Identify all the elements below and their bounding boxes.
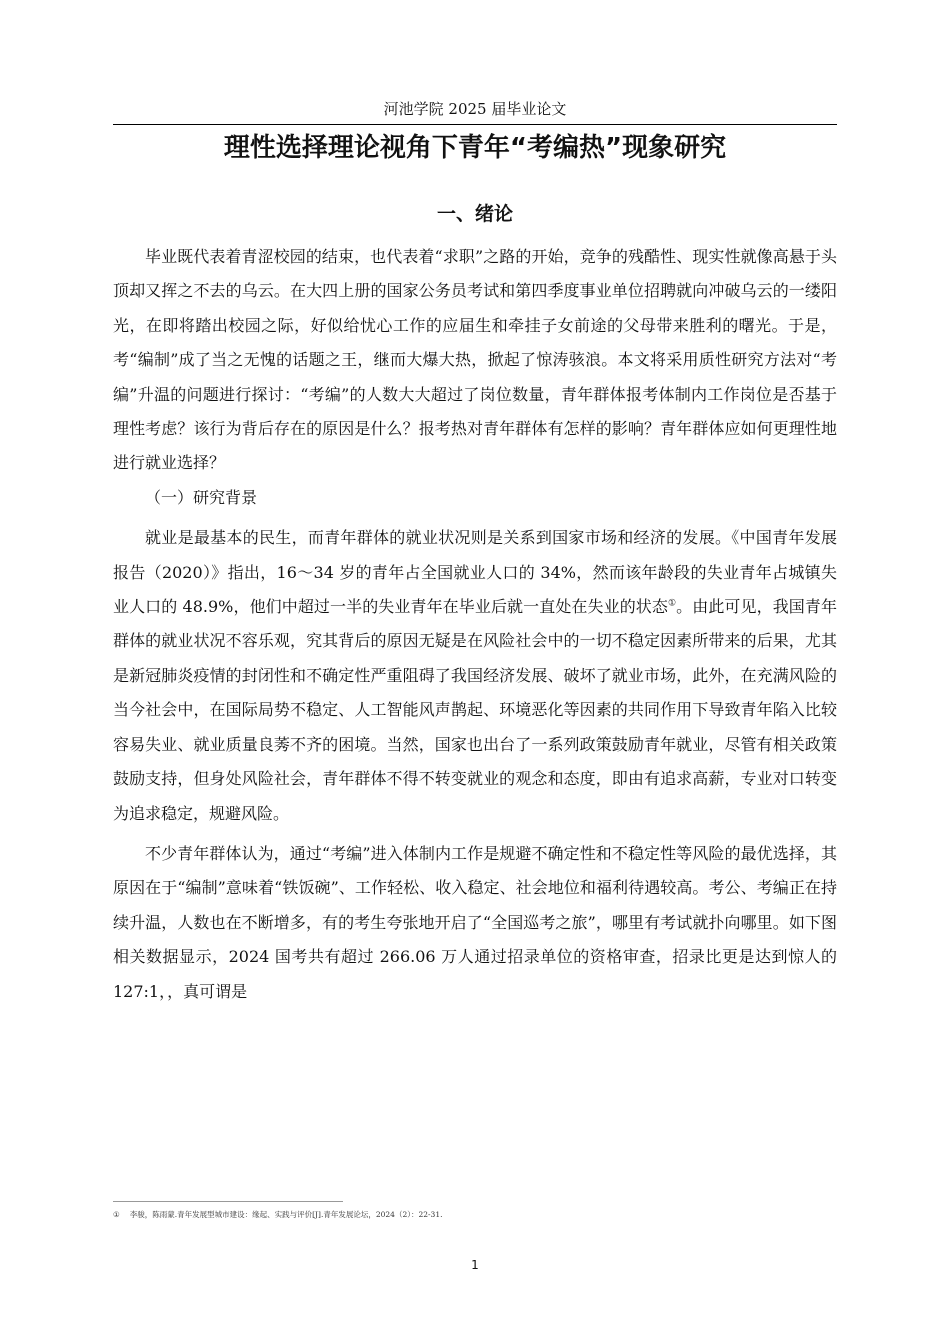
background-paragraph xyxy=(113,521,837,831)
footnote xyxy=(113,1209,837,1221)
background-text-part2: 。由此可见，我国青年群体的就业状况不容乐观，究其背后的原因无疑是在风险社会中的一切不稳定因素所带来的后果，尤其是新冠肺炎疫情的封闭性和不确定性严重阻碍了我国经济发展、破坏了就业市场，此外，在充满风险的当今社会中，在国际局势不稳定、人工智能风声鹊起、环境恶化等因素的共同作用下导致青年陷入比较容易失业、就业质量良莠不齐的困境。当然，国家也出台了一系列政策鼓励青年就业，尽管有相关政策鼓励支持，但身处风险社会，青年群体不得不转变就业的观念和态度，即由有追求高薪，专业对口转变为追求稳定，规避风险。 xyxy=(113,597,837,823)
header-rule xyxy=(113,124,837,125)
footnote-marker[interactable]: ① xyxy=(667,598,677,609)
page-number: 1 xyxy=(471,1258,479,1272)
subsection-heading: （一）研究背景 xyxy=(145,487,258,507)
body-text xyxy=(113,240,837,1009)
paper-title: 理性选择理论视角下青年“考编热”现象研究 xyxy=(223,133,727,163)
trend-paragraph: 不少青年群体认为，通过“考编”进入体制内工作是规避不确定性和不稳定性等风险的最优选择，其原因在于“编制”意味着“铁饭碗”、工作轻松、收入稳定、社会地位和福利待遇较高。考公、考编正在持续升温，人数也在不断增多，有的考生夸张地开启了“全国巡考之旅”，哪里有考试就扑向哪里。如下图相关数据显示，2024 国考共有超过 266.06 万人通过招录单位的资格审查，招录比更是达到惊人的 127:1，，真可谓是 xyxy=(113,843,837,1001)
footnote-rule xyxy=(113,1201,343,1202)
section-heading: 一、绪论 xyxy=(436,203,513,225)
footnote-number: ① xyxy=(113,1210,120,1219)
footnote-text: 李骏，陈雨蒙.青年发展型城市建设：缘起、实践与评价[J].青年发展论坛，2024（2）：22-31. xyxy=(129,1210,443,1219)
running-head: 河池学院 2025 届毕业论文 xyxy=(383,100,567,118)
background-text-part1: 就业是最基本的民生，而青年群体的就业状况则是关系到国家市场和经济的发展。《中国青年发展报告（2020）》指出，16～34 岁的青年占全国就业人口的 34%，然而该年龄段的失业青年占城镇失业人口的 48.9%，他们中超过一半的失业青年在毕业后就一直处在失业的状态 xyxy=(113,528,837,617)
intro-paragraph: 毕业既代表着青涩校园的结束，也代表着“求职”之路的开始，竞争的残酷性、现实性就像高悬于头顶却又挥之不去的乌云。在大四上册的国家公务员考试和第四季度事业单位招聘就向冲破乌云的一缕阳光，在即将踏出校园之际，好似给忧心工作的应届生和牵挂子女前途的父母带来胜利的曙光。于是，考“编制”成了当之无愧的话题之王，继而大爆大热，掀起了惊涛骇浪。本文将采用质性研究方法对“考编”升温的问题进行探讨：“考编”的人数大大超过了岗位数量，青年群体报考体制内工作岗位是否基于理性考虑？该行为背后存在的原因是什么？报考热对青年群体有怎样的影响？青年群体应如何更理性地进行就业选择？ xyxy=(113,247,837,473)
